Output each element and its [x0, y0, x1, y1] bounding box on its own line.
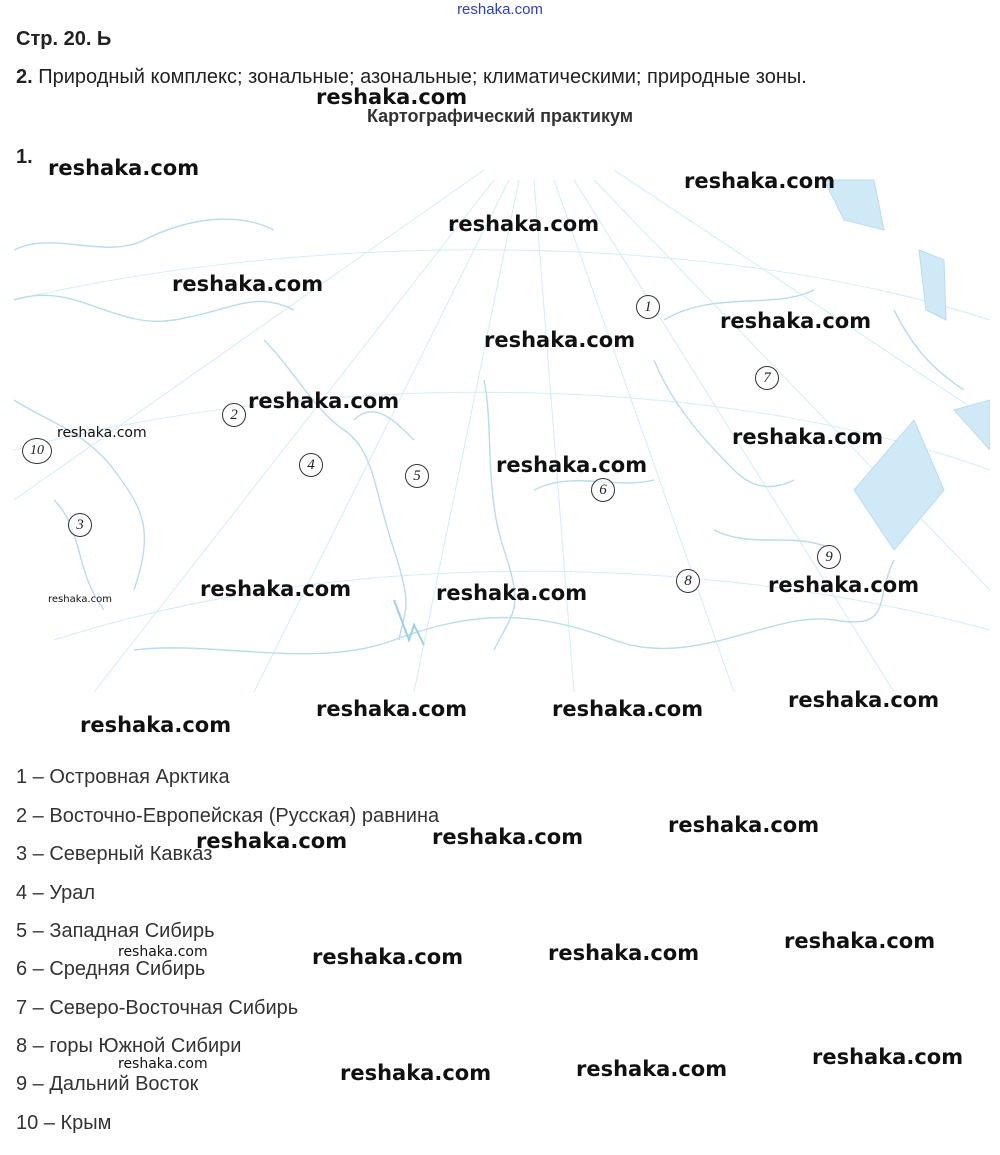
watermark: reshaka.com — [340, 1061, 492, 1085]
legend-item-7: 7 – Северо-Восточная Сибирь — [16, 997, 299, 1019]
watermark: reshaka.com — [484, 328, 636, 352]
watermark: reshaka.com — [196, 829, 348, 853]
map-marker-2: 2 — [222, 403, 246, 427]
watermark: reshaka.com — [552, 697, 704, 721]
watermark: reshaka.com — [80, 713, 232, 737]
legend-item-8: 8 – горы Южной Сибири — [16, 1035, 242, 1057]
watermark: reshaka.com — [432, 825, 584, 849]
map-marker-8: 8 — [676, 569, 700, 593]
answer-2-text: Природный комплекс; зональные; азональные; климатическими; природные зоны. — [32, 66, 807, 88]
legend-item-9: 9 – Дальний Восток — [16, 1073, 199, 1095]
watermark: reshaka.com — [200, 577, 352, 601]
page-reference: Стр. 20. Ь — [16, 28, 112, 50]
legend-item-3: 3 – Северный Кавказ — [16, 843, 213, 865]
watermark: reshaka.com — [248, 389, 400, 413]
watermark: reshaka.com — [57, 425, 147, 441]
legend-item-10: 10 – Крым — [16, 1112, 112, 1134]
watermark: reshaka.com — [48, 156, 200, 180]
watermark: reshaka.com — [768, 573, 920, 597]
watermark: reshaka.com — [48, 594, 112, 605]
answer-2-number: 2. — [16, 66, 33, 88]
map-marker-9: 9 — [817, 545, 841, 569]
task-number: 1. — [16, 146, 33, 168]
watermark: reshaka.com — [784, 929, 936, 953]
legend-item-1: 1 – Островная Арктика — [16, 766, 230, 788]
site-url[interactable]: reshaka.com — [457, 1, 543, 18]
map-marker-6: 6 — [591, 478, 615, 502]
watermark: reshaka.com — [812, 1045, 964, 1069]
watermark: reshaka.com — [436, 581, 588, 605]
watermark: reshaka.com — [684, 169, 836, 193]
watermark: reshaka.com — [312, 945, 464, 969]
watermark: reshaka.com — [118, 1056, 208, 1072]
legend-item-5: 5 – Западная Сибирь — [16, 920, 215, 942]
legend-item-2: 2 – Восточно-Европейская (Русская) равнина — [16, 805, 440, 827]
map-marker-7: 7 — [755, 366, 779, 390]
watermark: reshaka.com — [668, 813, 820, 837]
legend-item-6: 6 – Средняя Сибирь — [16, 958, 206, 980]
watermark: reshaka.com — [118, 944, 208, 960]
section-title: Картографический практикум — [366, 106, 634, 126]
map-marker-4: 4 — [299, 453, 323, 477]
watermark: reshaka.com — [788, 688, 940, 712]
map-marker-1: 1 — [636, 295, 660, 319]
watermark: reshaka.com — [496, 453, 648, 477]
watermark: reshaka.com — [732, 425, 884, 449]
watermark: reshaka.com — [448, 212, 600, 236]
map-marker-5: 5 — [405, 464, 429, 488]
map-marker-3: 3 — [68, 513, 92, 537]
watermark: reshaka.com — [548, 941, 700, 965]
watermark: reshaka.com — [576, 1057, 728, 1081]
watermark: reshaka.com — [172, 272, 324, 296]
map-marker-10: 10 — [22, 438, 52, 464]
watermark: reshaka.com — [720, 309, 872, 333]
legend-item-4: 4 – Урал — [16, 882, 96, 904]
watermark: reshaka.com — [316, 697, 468, 721]
watermark: reshaka.com — [316, 85, 468, 109]
